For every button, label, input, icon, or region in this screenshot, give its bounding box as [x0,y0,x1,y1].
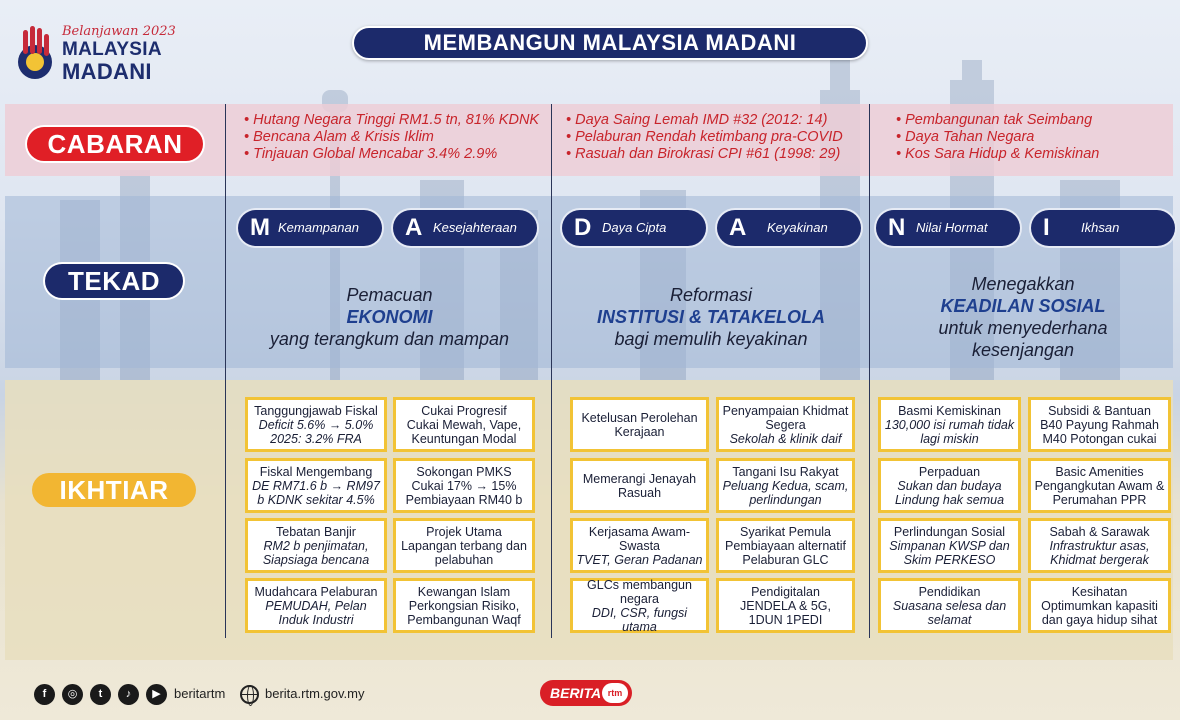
cabaran-list-2 [566,112,866,163]
malaysia-madani-logo [16,24,176,88]
ikhtiar-box-title: Perlindungan Sosial [893,524,1006,539]
logo-line2: MADANI [62,59,152,84]
instagram-icon[interactable]: ◎ [62,684,83,705]
ikhtiar-box-detail: Lapangan terbang dan pelabuhan [401,538,527,567]
ikhtiar-box [570,578,709,633]
ikhtiar-box-detail: Suasana selesa dan selamat [892,598,1007,627]
madani-pill-m [238,210,382,246]
ikhtiar-box [393,518,535,573]
ikhtiar-box-title: Cukai Progresif [421,403,507,418]
ikhtiar-box-title: Syarikat Pemula [739,524,831,539]
list-item: • Tinjauan Global Mencabar 3.4% 2.9% [244,146,549,163]
madani-letter: M [250,214,270,241]
madani-pill-i [1031,210,1175,246]
ikhtiar-box-title: Kewangan Islam [417,584,511,599]
ikhtiar-box-title: Sabah & Sarawak [1049,524,1150,539]
ikhtiar-box-detail: Cukai 17% → 15% Pembiayaan RM40 b [405,478,523,507]
madani-word: Kemampanan [278,220,359,235]
twitter-icon[interactable]: t [90,684,111,705]
berita-rtm-logo [540,680,632,706]
tekad-post: bagi memulih keyakinan [614,329,808,349]
ikhtiar-box [393,397,535,452]
tekad-pre: Reformasi [669,285,753,305]
ikhtiar-box-detail: DE RM71.6 b → RM97 b KDNK sekitar 4.5% [252,478,380,507]
ikhtiar-box-detail: Sekolah & klinik daif [729,431,842,446]
page-title: MEMBANGUN MALAYSIA MADANI [352,26,868,60]
cabaran-list-1 [244,112,549,163]
madani-letter: I [1043,214,1050,241]
column-divider [869,104,870,638]
column-divider [225,104,226,638]
ikhtiar-box-title: Tebatan Banjir [276,524,356,539]
tekad-emphasis: EKONOMI [346,307,433,327]
ikhtiar-box-detail: DDI, CSR, fungsi utama [591,605,688,634]
ikhtiar-box [393,458,535,513]
ikhtiar-box-title: Kesihatan [1071,584,1128,599]
ikhtiar-box [245,518,387,573]
ikhtiar-box-title: Sokongan PMKS [416,464,512,479]
ikhtiar-box-title: Projek Utama [426,524,502,539]
madani-word: Daya Cipta [602,220,667,235]
ikhtiar-box [245,458,387,513]
ikhtiar-box-detail: Simpanan KWSP dan Skim PERKESO [889,538,1010,567]
ikhtiar-box-detail: PEMUDAH, Pelan Induk Industri [265,598,367,627]
list-item: • Pelaburan Rendah ketimbang pra-COVID [566,129,866,146]
ikhtiar-box [1028,397,1171,452]
tiktok-icon[interactable]: ♪ [118,684,139,705]
ikhtiar-box [570,458,709,513]
ikhtiar-box-detail: Perkongsian Risiko, Pembangunan Waqf [407,598,521,627]
ikhtiar-box [1028,578,1171,633]
list-item: • Hutang Negara Tinggi RM1.5 tn, 81% KDNK [244,112,549,129]
tekad-emphasis: KEADILAN SOSIAL [940,296,1106,316]
ikhtiar-box-detail: Sukan dan budaya Lindung hak semua [894,478,1005,507]
tekad-ekonomi [232,284,547,350]
ikhtiar-box [878,397,1021,452]
madani-hand-icon [16,26,54,84]
list-item: • Pembangunan tak Seimbang [896,112,1166,129]
madani-word: Nilai Hormat [916,220,988,235]
cabaran-list-3 [896,112,1166,163]
ikhtiar-box-detail: Cukai Mewah, Vape, Keuntungan Modal [406,417,522,446]
ikhtiar-box [878,458,1021,513]
madani-word: Keyakinan [767,220,828,235]
ikhtiar-box [878,518,1021,573]
logo-line1: MALAYSIA [62,39,162,60]
tekad-emphasis: INSTITUSI & TATAKELOLA [597,307,825,327]
ikhtiar-box-detail: RM2 b penjimatan, Siapsiaga bencana [262,538,370,567]
ikhtiar-box-detail: B40 Payung Rahmah M40 Potongan cukai [1040,417,1159,446]
ikhtiar-box-detail: JENDELA & 5G, 1DUN 1PEDI [739,598,831,627]
madani-letter: A [405,214,423,241]
madani-pill-n [876,210,1020,246]
ikhtiar-box-title: GLCs membangun negara [587,577,692,606]
ikhtiar-box-detail: Pengangkutan Awam & Perumahan PPR [1034,478,1165,507]
ikhtiar-box-title: Mudahcara Pelaburan [254,584,378,599]
list-item: • Kos Sara Hidup & Kemiskinan [896,146,1166,163]
ikhtiar-box-title: Penyampaian Khidmat Segera [722,403,849,432]
ikhtiar-box-title: Pendidikan [918,584,981,599]
ikhtiar-box-title: Basmi Kemiskinan [898,403,1001,418]
ikhtiar-box-title: Tanggungjawab Fiskal [254,403,378,418]
tekad-pre: Menegakkan [971,274,1075,294]
ikhtiar-label: IKHTIAR [32,473,196,507]
tekad-keadilan [905,273,1141,361]
madani-pill-a2 [717,210,861,246]
ikhtiar-box-title: Subsidi & Bantuan [1048,403,1151,418]
ikhtiar-box [716,578,855,633]
madani-word: Ikhsan [1081,220,1120,235]
ikhtiar-box-detail: Optimumkan kapasiti dan gaya hidup sihat [1041,598,1158,627]
ikhtiar-box-title: Perpaduan [918,464,981,479]
social-handle[interactable]: beritartm [174,686,226,701]
ikhtiar-box [570,518,709,573]
ikhtiar-box-detail: Deficit 5.6% → 5.0% 2025: 3.2% FRA [258,417,374,446]
ikhtiar-box [245,578,387,633]
youtube-icon[interactable]: ▶ [146,684,167,705]
logo-tagline: Belanjawan 2023 [62,24,176,39]
list-item: • Bencana Alam & Krisis Iklim [244,129,549,146]
brand-text: BERITA [550,685,602,701]
ikhtiar-box [1028,458,1171,513]
ikhtiar-box [716,397,855,452]
ikhtiar-box-detail: TVET, Geran Padanan [576,552,703,567]
tekad-label: TEKAD [45,264,183,298]
list-item: • Rasuah dan Birokrasi CPI #61 (1998: 29) [566,146,866,163]
ikhtiar-box [570,397,709,452]
list-item: • Daya Saing Lemah IMD #32 (2012: 14) [566,112,866,129]
tekad-post: untuk menyederhana kesenjangan [938,318,1108,360]
madani-letter: D [574,214,592,241]
tekad-pre: Pemacuan [346,285,433,305]
cabaran-label: CABARAN [27,127,203,161]
madani-letter: A [729,214,747,241]
madani-pill-d [562,210,706,246]
ikhtiar-box [716,518,855,573]
website-link[interactable]: berita.rtm.gov.my [265,686,365,701]
ikhtiar-box [245,397,387,452]
ikhtiar-box [716,458,855,513]
ikhtiar-box-title: Pendigitalan [751,584,820,599]
ikhtiar-box-detail: Infrastruktur asas, Khidmat bergerak [1049,538,1150,567]
ikhtiar-box-title: Basic Amenities [1055,464,1144,479]
list-item: • Daya Tahan Negara [896,129,1166,146]
facebook-icon[interactable]: f [34,684,55,705]
ikhtiar-box-title: Memerangi Jenayah Rasuah [582,471,697,500]
tekad-post: yang terangkum dan mampan [269,329,510,349]
madani-word: Kesejahteraan [433,220,517,235]
ikhtiar-box [1028,518,1171,573]
ikhtiar-box-detail: Pembiayaan alternatif Pelaburan GLC [725,538,846,567]
madani-letter: N [888,214,906,241]
ikhtiar-box [393,578,535,633]
ikhtiar-box-title: Ketelusan Perolehan Kerajaan [581,410,698,439]
ikhtiar-box [878,578,1021,633]
ikhtiar-box-title: Kerjasama Awam-Swasta [588,524,691,553]
column-divider [551,104,552,638]
ikhtiar-box-title: Tangani Isu Rakyat [732,464,839,479]
globe-icon [240,685,259,704]
ikhtiar-box-detail: 130,000 isi rumah tidak lagi miskin [884,417,1015,446]
ikhtiar-box-detail: Peluang Kedua, scam, perlindungan [722,478,849,507]
tekad-institusi [556,284,866,350]
ikhtiar-box-title: Fiskal Mengembang [259,464,373,479]
madani-pill-a1 [393,210,537,246]
rtm-mark: rtm [602,683,628,703]
